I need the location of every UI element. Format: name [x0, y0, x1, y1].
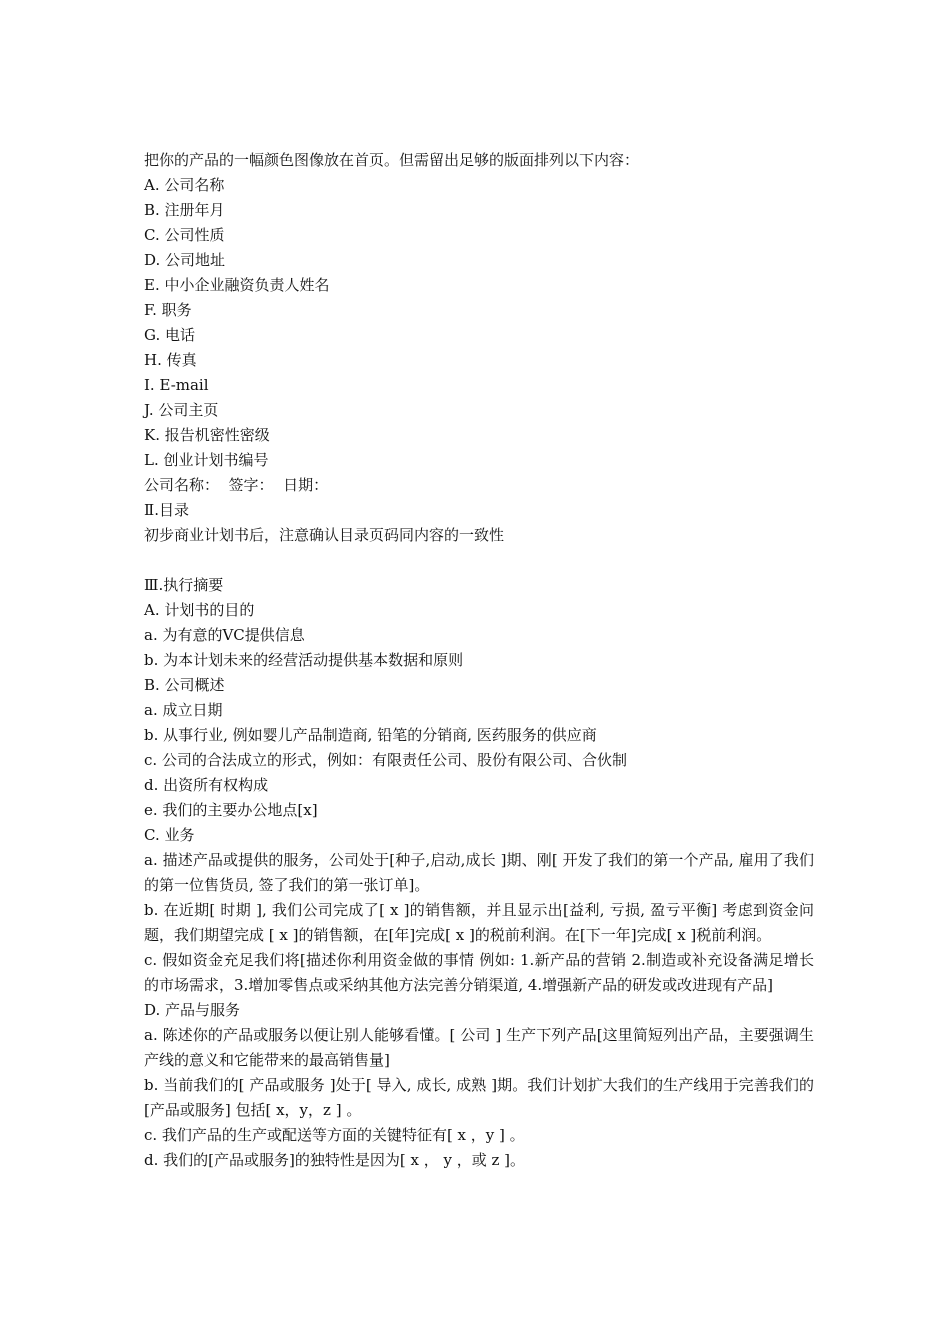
products-paragraph: c. 我们产品的生产或配送等方面的关键特征有[ x ，y ] 。 [144, 1126, 525, 1144]
cover-item: C. 公司性质 [144, 226, 225, 244]
cover-item: D. 公司地址 [144, 251, 226, 269]
cover-item: F. 职务 [144, 301, 192, 319]
overview-heading: B. 公司概述 [144, 676, 225, 694]
cover-item: K. 报告机密性密级 [144, 426, 270, 444]
document-body [144, 148, 814, 1173]
cover-item: H. 传真 [144, 351, 197, 369]
cover-item: E. 中小企业融资负责人姓名 [144, 276, 330, 294]
business-heading: C. 业务 [144, 826, 195, 844]
cover-item: L. 创业计划书编号 [144, 451, 269, 469]
toc-note: 初步商业计划书后，注意确认目录页码同内容的一致性 [144, 526, 505, 544]
cover-item-list [144, 173, 814, 473]
intro-text: 把你的产品的一幅颜色图像放在首页。但需留出足够的版面排列以下内容： [144, 151, 640, 169]
cover-item: A. 公司名称 [144, 176, 225, 194]
list-item: b. 从事行业, 例如婴儿产品制造商, 铅笔的分销商, 医药服务的供应商 [144, 726, 597, 744]
products-paragraph: b. 当前我们的[ 产品或服务 ]处于[ 导入, 成长, 成熟 ]期。我们计划扩大我们的生产线用于完善我们的[产品或服务] 包括[ x，y，z ] 。 [144, 1076, 814, 1119]
cover-item: I. E-mail [144, 376, 209, 394]
cover-item: G. 电话 [144, 326, 195, 344]
purpose-heading: A. 计划书的目的 [144, 601, 255, 619]
products-heading: D. 产品与服务 [144, 1001, 241, 1019]
business-paragraph: a. 描述产品或提供的服务，公司处于[种子,启动,成长 ]期、刚[ 开发了我们的第一个产品, 雇用了我们的第一位售货员, 签了我们的第一张订单]。 [144, 851, 814, 894]
list-item: b. 为本计划未来的经营活动提供基本数据和原则 [144, 651, 464, 669]
list-item: c. 公司的合法成立的形式，例如：有限责任公司、股份有限公司、合伙制 [144, 751, 627, 769]
cover-item: B. 注册年月 [144, 201, 225, 219]
spacer [144, 548, 814, 573]
list-item: e. 我们的主要办公地点[x] [144, 801, 318, 819]
exec-summary-heading: Ⅲ.执行摘要 [144, 576, 224, 594]
toc-heading: Ⅱ.目录 [144, 501, 189, 519]
products-paragraph: d. 我们的[产品或服务]的独特性是因为[ x ， y ，或 z ]。 [144, 1151, 525, 1169]
cover-item: J. 公司主页 [144, 401, 219, 419]
business-paragraph: c. 假如资金充足我们将[描述你利用资金做的事情 例如: 1.新产品的营销 2.制造或补充设备满足增长的市场需求，3.增加零售点或采纳其他方法完善分销渠道, 4.增强新产品的研发或改进现有产品] [144, 951, 814, 994]
list-item: a. 为有意的VC提供信息 [144, 626, 305, 644]
business-paragraph: b. 在近期[ 时期 ], 我们公司完成了[ x ]的销售额，并且显示出[益利, 亏损, 盈亏平衡] 考虑到资金问题，我们期望完成 [ x ]的销售额，在[年]完成[ x ]的税前利润。在[下一年]完成[ x ]税前利润。 [144, 901, 814, 944]
list-item: d. 出资所有权构成 [144, 776, 269, 794]
list-item: a. 成立日期 [144, 701, 223, 719]
signature-line: 公司名称： 签字： 日期： [144, 476, 329, 494]
products-paragraph: a. 陈述你的产品或服务以便让别人能够看懂。[ 公司 ] 生产下列产品[这里简短列出产品，主要强调生产线的意义和它能带来的最高销售量] [144, 1026, 814, 1069]
